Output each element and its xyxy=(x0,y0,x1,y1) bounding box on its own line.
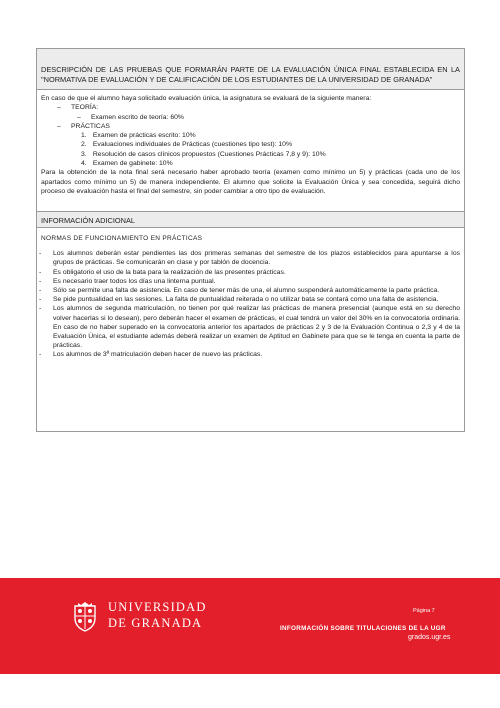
bullet-marker: - xyxy=(39,296,42,304)
list-item xyxy=(39,249,462,267)
section-heading-evaluacion-unica: DESCRIPCIÓN DE LAS PRUEBAS QUE FORMARÁN PARTE DE LA EVALUACIÓN ÚNICA FINAL ESTABLECIDA EN LA "NORMATIVA DE EVALUACIÓN Y DE CALIFICACIÓN DE LOS ESTUDIANTES DE LA UNIVERSIDAD DE GRANADA" xyxy=(37,49,464,90)
item-text: Evaluaciones individuales de Prácticas (cuestiones tipo test): 10% xyxy=(92,141,292,149)
bullet-marker: - xyxy=(39,250,42,258)
teoria-label: TEORÍA: xyxy=(71,104,99,112)
practicas-label: PRÁCTICAS xyxy=(71,122,110,130)
bullet-marker: - xyxy=(39,351,42,359)
section-body-evaluacion-unica xyxy=(37,90,464,212)
teoria-item xyxy=(41,113,460,122)
list-item xyxy=(39,295,462,304)
footer-site-link[interactable]: grados.ugr.es xyxy=(408,634,451,641)
teoria-label-row xyxy=(41,103,460,112)
list-item-text: Los alumnos de 3ª matriculación deben hacer de nuevo las prácticas. xyxy=(53,351,263,359)
list-item xyxy=(39,304,462,350)
dash-marker: – xyxy=(57,104,61,112)
dash-marker: – xyxy=(77,113,81,121)
university-name-line2: DE GRANADA xyxy=(108,616,203,630)
dash-marker: – xyxy=(57,122,61,130)
intro-text: En caso de que el alumno haya solicitado evaluación única, la asignatura se evaluará de la siguiente manera: xyxy=(41,95,372,102)
item-number: 1. xyxy=(81,132,87,140)
list-item-text: Sólo se permite una falta de asistencia. En caso de tener más de una, el alumno suspenderá automáticamente la parte práctica. xyxy=(53,287,440,295)
list-item-text: Los alumnos deberán estar pendientes las dos primeras semanas del semestre de los plazos establecidos para apuntarse a los grupos de prácticas. Se comunicarán en clase y por tablón de docencia. xyxy=(53,250,460,267)
practicas-item xyxy=(41,150,460,159)
list-item xyxy=(39,350,462,359)
evaluation-table xyxy=(36,48,465,432)
bullet-marker: - xyxy=(39,277,42,285)
bullet-marker: - xyxy=(39,287,42,295)
item-text: Resolución de casos clínicos propuestos (Cuestiones Prácticas 7,8 y 9): 10% xyxy=(92,150,326,158)
closing-paragraph: Para la obtención de la nota final será necesario haber aprobado teoría (examen como mínimo un 5) y prácticas (cada uno de los apartados como mínimo un 5) de manera independiente. El alumno que solicite la Evaluación Única y sea concedida, seguirá dicho proceso de evaluación hasta el final del semestre, sin poder cambiar a otro tipo de evaluación. xyxy=(41,169,460,195)
list-item xyxy=(39,286,462,295)
teoria-item-text: Examen escrito de teoría: 60% xyxy=(91,113,184,121)
item-number: 3. xyxy=(81,150,87,158)
footer-info-title: INFORMACIÓN SOBRE TITULACIONES DE LA UGR xyxy=(280,625,446,632)
section-heading-informacion-adicional: INFORMACIÓN ADICIONAL xyxy=(37,212,464,228)
list-item-text: Se pide puntualidad en las sesiones. La falta de puntualidad reiterada o no utilizar bata se contará como una falta de asistencia. xyxy=(53,296,439,304)
list-item-text: Los alumnos de segunda matriculación, no tienen por qué realizar las prácticas de manera presencial (aunque está en su derecho volver hacerlas si lo desean), pero deberán hacer el examen de prácticas, el cual tendrá un valor del 30% en la convocatoria ordinaria. En caso de no haber superado en la convocatoria anterior los apartados de prácticas 2 y 3 de la Evaluación Continua o 2,3 y 4 de la Evaluación Única, el estudiante además deberá realizar un examen de Aptitud en Gabinete para que se le tenga en cuenta la parte de prácticas. xyxy=(53,305,460,350)
bullet-marker: - xyxy=(39,268,42,276)
list-item xyxy=(39,277,462,286)
practicas-label-row xyxy=(41,122,460,131)
section-body-informacion-adicional xyxy=(37,228,464,424)
university-name-line1: UNIVERSIDAD xyxy=(108,600,207,614)
list-item-text: Es necesario traer todos los días una linterna puntual. xyxy=(53,277,216,285)
page-number: Página 7 xyxy=(413,608,435,614)
normas-heading: NORMAS DE FUNCIONAMIENTO EN PRÁCTICAS xyxy=(41,235,203,242)
practicas-item xyxy=(41,140,460,149)
practicas-item xyxy=(41,131,460,140)
item-number: 4. xyxy=(81,160,87,168)
item-text: Examen de prácticas escrito: 10% xyxy=(92,132,196,140)
page-footer xyxy=(0,578,500,674)
university-crest-icon xyxy=(72,600,98,632)
bullet-marker: - xyxy=(39,305,42,313)
list-item xyxy=(39,268,462,277)
item-number: 2. xyxy=(81,141,87,149)
list-item-text: Es obligatorio el uso de la bata para la realización de las presentes prácticas. xyxy=(53,268,286,276)
item-text: Examen de gabinete: 10% xyxy=(92,160,173,168)
practicas-item xyxy=(41,159,460,168)
